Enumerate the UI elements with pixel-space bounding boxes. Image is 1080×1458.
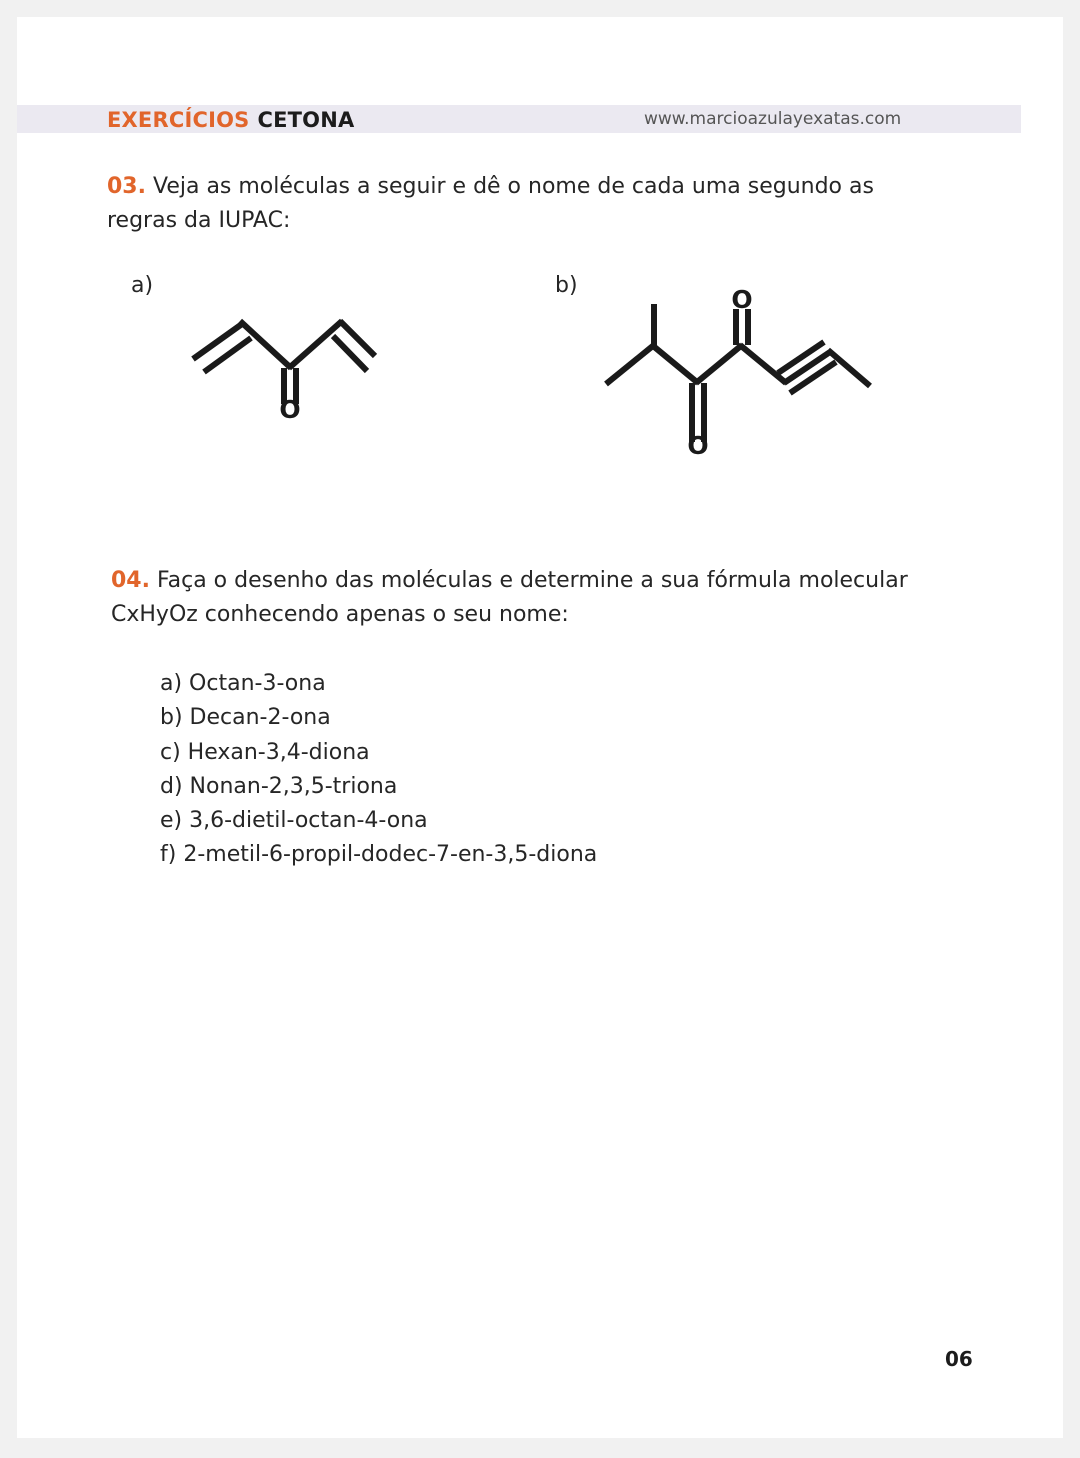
molecule-name-list [160, 667, 597, 873]
list-item: b) Decan-2-ona [160, 705, 331, 731]
oxygen-atom-label: O [731, 285, 753, 314]
oxygen-atom-label: O [687, 431, 709, 460]
bond-single [240, 321, 291, 368]
question-04 [111, 564, 931, 632]
list-item: e) 3,6-dietil-octan-4-ona [160, 808, 428, 834]
header-section: EXERCÍCIOS [107, 108, 250, 132]
bond-single [828, 350, 870, 386]
bond-single [289, 321, 342, 368]
bond-single [696, 345, 742, 383]
molecule-b-label: b) [555, 273, 578, 298]
page-number: 06 [945, 1347, 973, 1371]
bond-single [652, 345, 698, 383]
header-url: www.marcioazulayexatas.com [644, 109, 902, 129]
question-04-text: Faça o desenho das moléculas e determine a sua fórmula molecular CxHyOz conhecendo apenas o seu nome: [111, 568, 908, 627]
bond-single [193, 324, 242, 359]
bond-single [740, 345, 786, 383]
list-item: f) 2-metil-6-propil-dodec-7-en-3,5-diona [160, 842, 598, 868]
question-04-number: 04. [111, 568, 150, 593]
list-item: a) Octan-3-ona [160, 671, 326, 696]
worksheet-page [17, 17, 1063, 1438]
header-topic: CETONA [257, 108, 355, 132]
header-title [107, 107, 354, 133]
list-item: d) Nonan-2,3,5-triona [160, 773, 398, 799]
molecule-a-label: a) [131, 273, 154, 298]
molecule-a-structure [187, 307, 387, 427]
question-03 [107, 170, 927, 238]
list-item: c) Hexan-3,4-diona [160, 739, 370, 765]
question-03-number: 03. [107, 174, 146, 199]
oxygen-atom-label: O [279, 395, 301, 424]
header-band [17, 105, 1021, 133]
question-03-text: Veja as moléculas a seguir e dê o nome de cada uma segundo as regras da IUPAC: [107, 174, 874, 233]
molecule-b-structure [602, 272, 882, 462]
bond-single [606, 345, 654, 384]
